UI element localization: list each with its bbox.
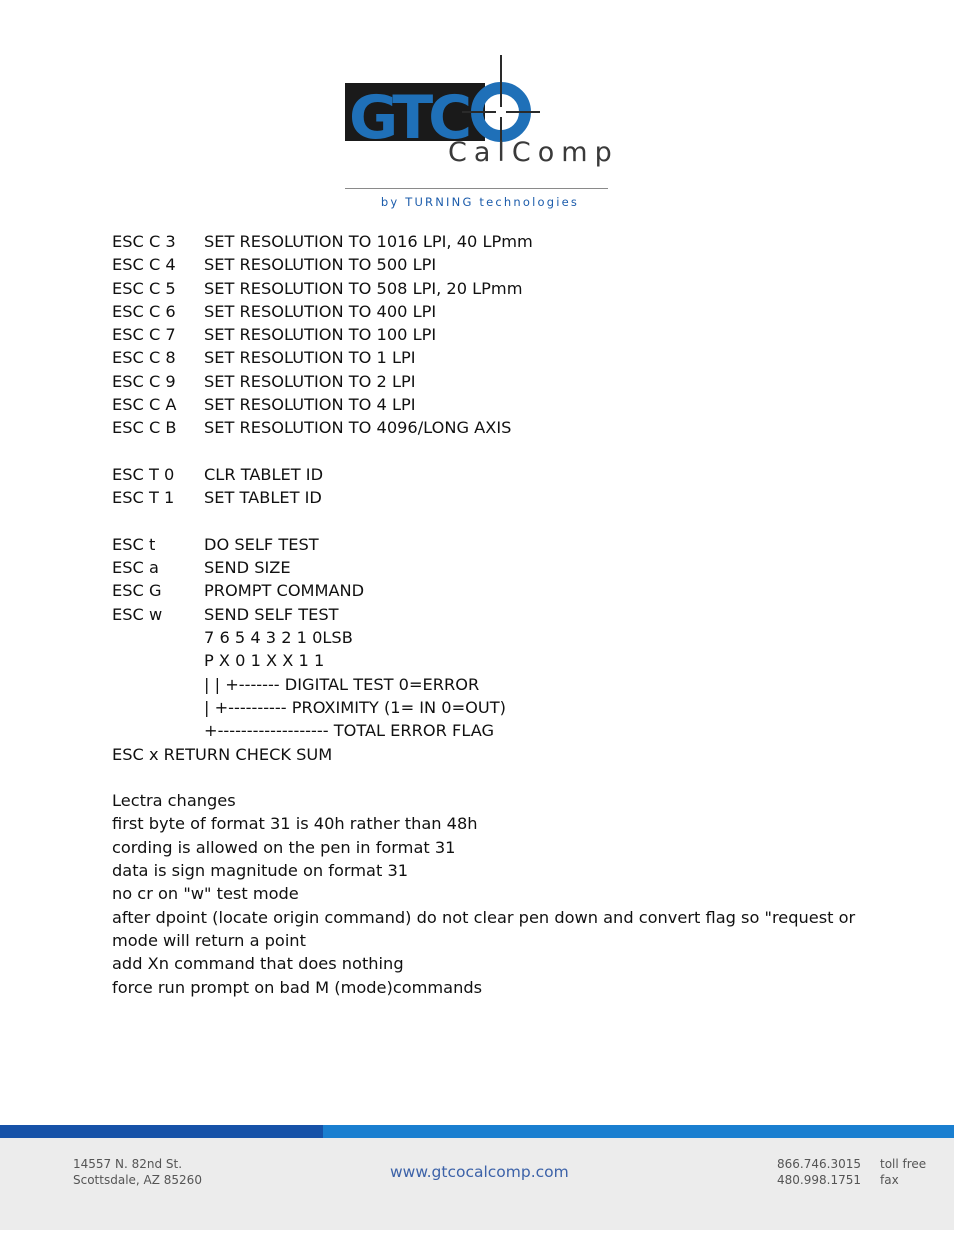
command-description: SEND SIZE [204,558,291,578]
command-code: ESC C 3 [112,232,176,251]
command-code: ESC G [112,581,162,601]
command-row [112,393,872,416]
command-description: SET RESOLUTION TO 1 LPI [204,348,416,368]
command-row [112,300,872,323]
command-row [112,533,872,556]
command-code: ESC C 4 [112,255,176,275]
command-row [112,556,872,579]
page-footer [0,1138,954,1230]
lectra-heading: Lectra changes [112,791,236,811]
spacer [112,510,872,533]
command-description: SEND SELF TEST [204,604,339,624]
footer-phone-labels [880,1156,926,1188]
footer-color-bar [0,1125,954,1138]
bit-diagram-line: | +---------- PROXIMITY (1= IN 0=OUT) [204,697,506,717]
lectra-change-line: after dpoint (locate origin command) do not clear pen down and convert flag so "request or [112,907,856,927]
command-description: SET RESOLUTION TO 508 LPI, 20 LPmm [204,278,523,298]
command-code: ESC C 6 [112,301,176,321]
label-fax: fax [880,1173,899,1187]
command-row [112,370,872,393]
command-description: PROMPT COMMAND [204,581,365,601]
command-row [112,346,872,369]
phone-toll-free: 866.746.3015 [777,1157,861,1171]
lectra-change-line: mode will return a point [112,930,306,950]
resolution-commands [112,230,872,440]
lectra-change-line: no cr on "w" test mode [112,884,299,904]
address-street: 14557 N. 82nd St. [73,1157,183,1171]
label-toll-free: toll free [880,1157,927,1171]
command-code: ESC C 8 [112,348,176,368]
command-code: ESC C A [112,395,177,415]
footer-bar-dark [0,1125,323,1138]
command-description: SET RESOLUTION TO 100 LPI [204,325,437,345]
logo-divider [345,188,608,189]
command-code: ESC T 0 [112,464,175,484]
command-description: SET RESOLUTION TO 1016 LPI, 40 LPmm [204,232,533,251]
command-code: ESC C 9 [112,371,176,391]
command-code: ESC C B [112,418,177,438]
lectra-changes [112,789,872,999]
bit-diagram-line: | | +------- DIGITAL TEST 0=ERROR [204,674,480,694]
svg-text:GTC: GTC [349,83,468,145]
document-body [112,230,872,999]
bit-diagram-line: +------------------- TOTAL ERROR FLAG [204,721,495,741]
command-row [112,463,872,486]
company-logo [340,55,619,215]
tablet-id-commands [112,463,872,510]
command-code: ESC t [112,534,156,554]
command-description: SET RESOLUTION TO 4096/LONG AXIS [204,418,512,438]
spacer [112,440,872,463]
footer-address [73,1156,202,1188]
misc-commands [112,533,872,626]
calcomp-wordmark: CalComp [448,137,619,168]
self-test-bit-diagram [112,626,872,742]
command-row [112,486,872,509]
command-description: SET TABLET ID [204,488,322,508]
bit-diagram-line: 7 6 5 4 3 2 1 0LSB [204,628,353,648]
lectra-change-line: force run prompt on bad M (mode)commands [112,977,483,997]
command-description: CLR TABLET ID [204,464,324,484]
command-description: SET RESOLUTION TO 400 LPI [204,301,437,321]
checksum-command: ESC x RETURN CHECK SUM [112,744,333,764]
command-code: ESC T 1 [112,488,175,508]
command-row [112,603,872,626]
command-row [112,277,872,300]
lectra-change-line: add Xn command that does nothing [112,954,404,974]
command-code: ESC a [112,558,159,578]
command-description: DO SELF TEST [204,534,319,554]
footer-phone-numbers [777,1156,861,1188]
command-code: ESC C 7 [112,325,176,345]
spacer [112,766,872,789]
command-description: SET RESOLUTION TO 500 LPI [204,255,437,275]
command-code: ESC w [112,604,163,624]
lectra-change-line: data is sign magnitude on format 31 [112,861,409,881]
footer-website-link[interactable]: www.gtcocalcomp.com [390,1163,569,1181]
command-description: SET RESOLUTION TO 2 LPI [204,371,416,391]
logo-tagline: by TURNING technologies [380,195,580,209]
command-row [112,579,872,602]
lectra-change-line: first byte of format 31 is 40h rather than 48h [112,814,478,834]
bit-diagram-line: P X 0 1 X X 1 1 [204,651,325,671]
lectra-change-line: cording is allowed on the pen in format 31 [112,837,456,857]
command-row [112,323,872,346]
command-code: ESC C 5 [112,278,176,298]
gtco-logo-mark [340,55,615,145]
command-row [112,416,872,439]
command-row [112,230,872,253]
command-description: SET RESOLUTION TO 4 LPI [204,395,416,415]
phone-fax: 480.998.1751 [777,1173,861,1187]
address-city: Scottsdale, AZ 85260 [73,1173,202,1187]
command-row [112,253,872,276]
footer-bar-light [323,1125,954,1138]
